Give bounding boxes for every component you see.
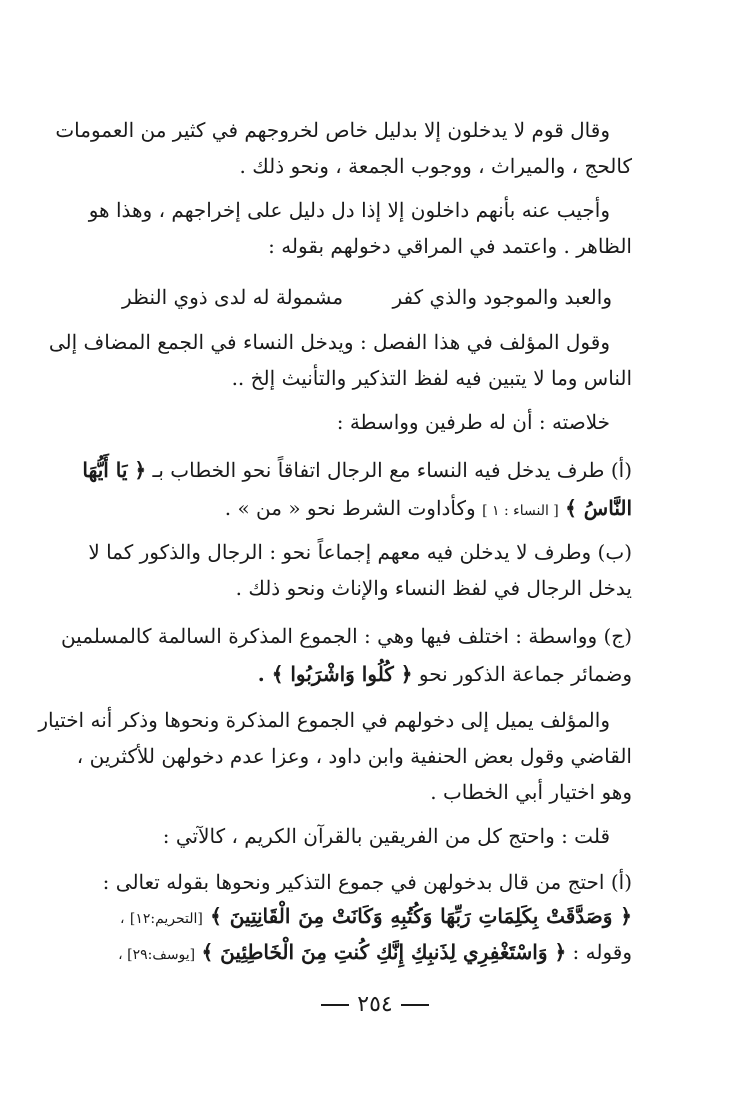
page-number-dash-right — [401, 1004, 429, 1006]
quran-reference-1: [ النساء : ١ ] — [482, 503, 559, 519]
poetry-verse — [122, 283, 612, 311]
page-number: ٢٥٤ — [357, 992, 393, 1017]
quran-quote-1b: النَّاسُ ﴾ — [565, 496, 632, 520]
quran-quote-4: ﴿ وَاسْتَغْفِرِي لِذَنبِكِ إِنَّكِ كُنتِ مِنَ الْخَاطِئِينَ ﴾ — [201, 940, 567, 964]
and-his-saying: وقوله : — [572, 940, 632, 964]
point-a-continuation: وكأداوت الشرط نحو « من » . — [224, 496, 476, 520]
text-line-13 — [120, 660, 632, 688]
text-line-14: والمؤلف يميل إلى دخولهم في الجموع المذكرة ونحوها وذكر أنه اختيار — [38, 708, 610, 732]
text-line-5: وقول المؤلف في هذا الفصل : ويدخل النساء في الجمع المضاف إلى — [48, 330, 610, 354]
text-line-10: (ب) وطرف لا يدخلن فيه معهم إجماعاً نحو : الرجال والذكور كما لا — [88, 540, 632, 564]
quran-reference-4: [يوسف:٢٩] ، — [118, 947, 196, 963]
point-c-continuation: وضمائر جماعة الذكور نحو — [418, 662, 632, 686]
quran-quote-2: ﴿ كُلُوا وَاشْرَبُوا ﴾ . — [257, 662, 413, 686]
text-line-4: الظاهر . واعتمد في المراقي دخولهم بقوله : — [268, 234, 632, 258]
text-line-9 — [120, 494, 632, 525]
text-line-16: وهو اختيار أبي الخطاب . — [430, 780, 632, 804]
text-line-17: قلت : واحتج كل من الفريقين بالقرآن الكريم ، كالآتي : — [162, 824, 610, 848]
text-line-8 — [82, 456, 632, 484]
quran-reference-3: [التحريم:١٢] ، — [120, 911, 203, 927]
text-line-1: وقال قوم لا يدخلون إلا بدليل خاص لخروجهم في كثير من العمومات — [55, 118, 610, 142]
quran-quote-1a: ﴿ يَا أَيُّهَا — [82, 458, 147, 482]
text-line-20 — [120, 938, 632, 969]
quran-quote-3: ﴿ وَصَدَّقَتْ بِكَلِمَاتِ رَبِّهَا وَكُتُبِهِ وَكَانَتْ مِنَ الْقَانِتِينَ ﴾ — [210, 904, 632, 928]
verse-hemistich-2: مشمولة له لدى ذوي النظر — [122, 285, 344, 309]
verse-hemistich-1: والعبد والموجود والذي كفر — [392, 285, 612, 309]
text-line-15: القاضي وقول بعض الحنفية وابن داود ، وعزا عدم دخولهن للأكثرين ، — [76, 744, 632, 768]
text-line-12: (ج) وواسطة : اختلف فيها وهي : الجموع المذكرة السالمة كالمسلمين — [60, 624, 632, 648]
page-number-area — [0, 992, 750, 1017]
point-a-text: (أ) طرف يدخل فيه النساء مع الرجال اتفاقاً نحو الخطاب بـ — [152, 458, 632, 482]
text-line-7: خلاصته : أن له طرفين وواسطة : — [336, 410, 610, 434]
page-number-dash-left — [321, 1004, 349, 1006]
text-line-2: كالحج ، والميراث ، ووجوب الجمعة ، ونحو ذلك . — [239, 154, 632, 178]
text-line-11: يدخل الرجال في لفظ النساء والإناث ونحو ذلك . — [235, 576, 632, 600]
text-line-6: الناس وما لا يتبين فيه لفظ التذكير والتأنيث إلخ .. — [231, 366, 632, 390]
text-line-3: وأجيب عنه بأنهم داخلون إلا إذا دل دليل على إخراجهم ، وهذا هو — [88, 198, 610, 222]
text-line-19 — [120, 902, 632, 933]
text-line-18: (أ) احتج من قال بدخولهن في جموع التذكير ونحوها بقوله تعالى : — [102, 870, 632, 894]
